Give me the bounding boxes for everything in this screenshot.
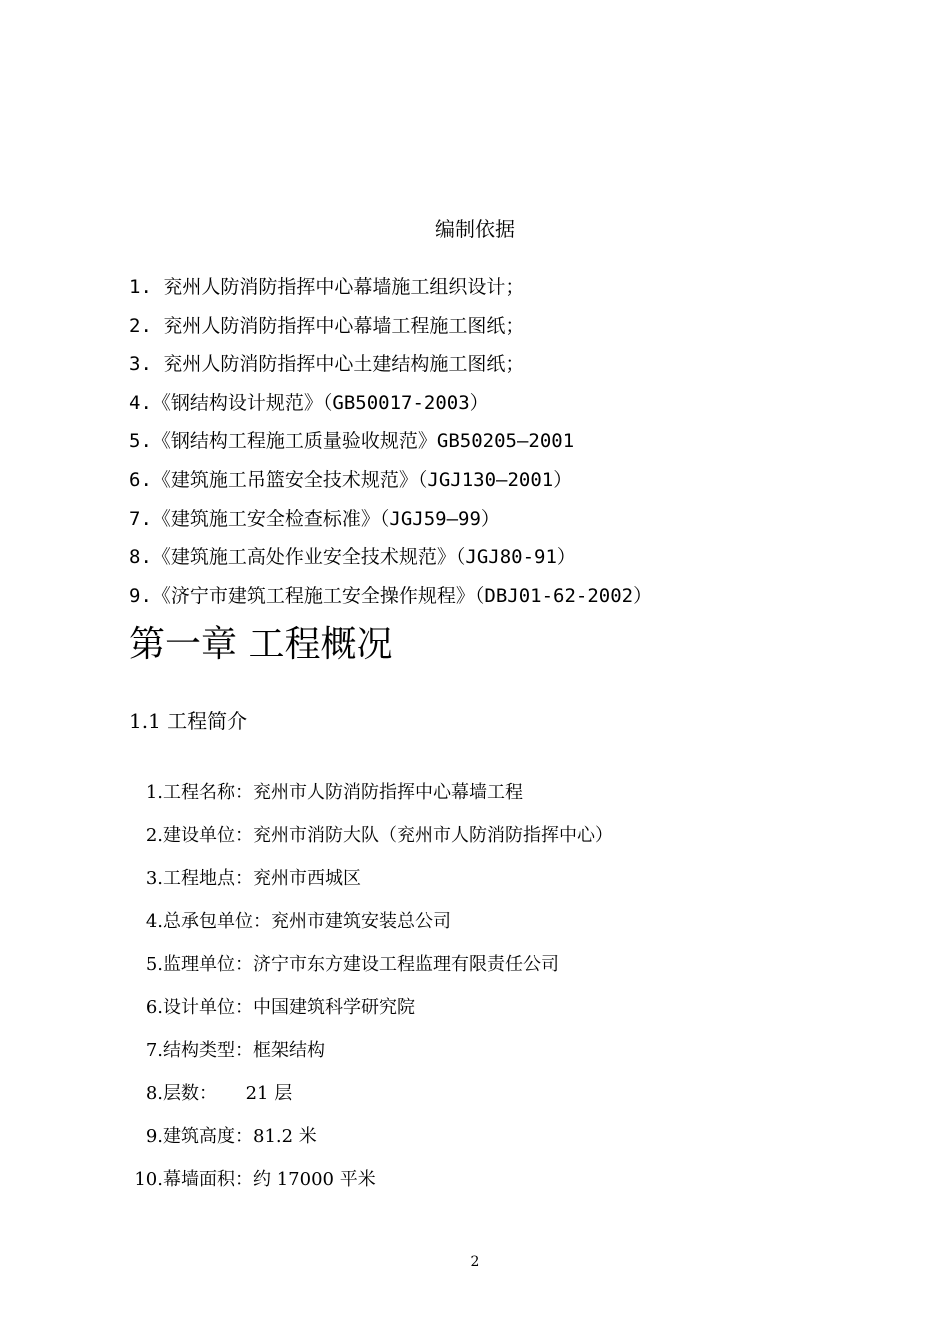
basis-item-number: 5. — [129, 430, 152, 453]
project-info-item — [0, 1121, 950, 1164]
project-info-text: 设计单位：中国建筑科学研究院 — [163, 997, 415, 1018]
basis-item-number: 3. — [129, 353, 152, 376]
basis-heading: 编制依据 — [435, 217, 515, 241]
project-info-number: 7. — [145, 1040, 163, 1061]
page-number: 2 — [470, 1254, 480, 1270]
section-title: 1.1 工程简介 — [129, 709, 248, 733]
project-info-text: 层数： 21 层 — [163, 1083, 293, 1104]
basis-item-text: 《建筑施工吊篮安全技术规范》（JGJ130—2001） — [151, 468, 573, 491]
project-info-item — [0, 777, 950, 820]
basis-item — [129, 422, 652, 461]
project-info-item — [0, 820, 950, 863]
project-info-item — [0, 906, 950, 949]
basis-item — [129, 577, 652, 616]
project-info-text: 幕墙面积：约 17000 平米 — [163, 1169, 376, 1190]
project-info-number: 4. — [145, 911, 163, 932]
project-info-number: 10. — [134, 1169, 163, 1190]
project-info-item — [0, 1164, 950, 1207]
project-info-number: 3. — [145, 868, 163, 889]
project-info-text: 工程名称：兖州市人防消防指挥中心幕墙工程 — [163, 782, 523, 803]
basis-item-text: 《建筑施工安全检查标准》（JGJ59—99） — [151, 507, 500, 530]
project-info-text: 结构类型：框架结构 — [163, 1040, 325, 1061]
project-info-text: 监理单位：济宁市东方建设工程监理有限责任公司 — [163, 954, 559, 975]
project-info-item — [0, 1035, 950, 1078]
project-info-text: 总承包单位：兖州市建筑安装总公司 — [163, 911, 451, 932]
project-info-item — [0, 949, 950, 992]
project-info-number: 6. — [145, 997, 163, 1018]
project-info-number: 8. — [145, 1083, 163, 1104]
basis-item-number: 7. — [129, 507, 152, 530]
project-info-number: 9. — [145, 1126, 163, 1147]
basis-item — [129, 461, 652, 500]
basis-item-number: 4. — [129, 391, 152, 414]
basis-item-number: 8. — [129, 546, 152, 569]
basis-item-number: 6. — [129, 468, 152, 491]
basis-item — [129, 500, 652, 539]
basis-item-text: 兖州人防消防指挥中心幕墙施工组织设计； — [151, 276, 525, 298]
project-info-list — [0, 777, 950, 1207]
project-info-text: 工程地点：兖州市西城区 — [163, 868, 361, 889]
project-info-text: 建设单位：兖州市消防大队（兖州市人防消防指挥中心） — [163, 825, 613, 846]
project-info-number: 5. — [145, 954, 163, 975]
basis-item-text: 《钢结构工程施工质量验收规范》GB50205—2001 — [151, 430, 575, 453]
basis-item — [129, 268, 652, 307]
basis-item-number: 1. — [129, 276, 152, 298]
basis-item — [129, 384, 652, 423]
basis-list — [129, 268, 652, 615]
basis-item-number: 2. — [129, 314, 152, 337]
project-info-number: 1. — [145, 782, 163, 803]
project-info-item — [0, 863, 950, 906]
basis-item — [129, 538, 652, 577]
project-info-item — [0, 992, 950, 1035]
chapter-title: 第一章 工程概况 — [129, 624, 393, 665]
basis-item-text: 《建筑施工高处作业安全技术规范》（JGJ80-91） — [151, 546, 576, 569]
basis-item-text: 兖州人防消防指挥中心土建结构施工图纸； — [151, 353, 525, 376]
project-info-number: 2. — [145, 825, 163, 846]
basis-item-text: 兖州人防消防指挥中心幕墙工程施工图纸； — [151, 314, 525, 337]
basis-item-text: 《钢结构设计规范》（GB50017-2003） — [151, 391, 489, 414]
basis-item-text: 《济宁市建筑工程施工安全操作规程》（DBJ01-62-2002） — [151, 584, 653, 607]
basis-item — [129, 307, 652, 346]
basis-item-number: 9. — [129, 584, 152, 607]
basis-item — [129, 345, 652, 384]
project-info-item — [0, 1078, 950, 1121]
project-info-text: 建筑高度：81.2 米 — [163, 1126, 317, 1147]
